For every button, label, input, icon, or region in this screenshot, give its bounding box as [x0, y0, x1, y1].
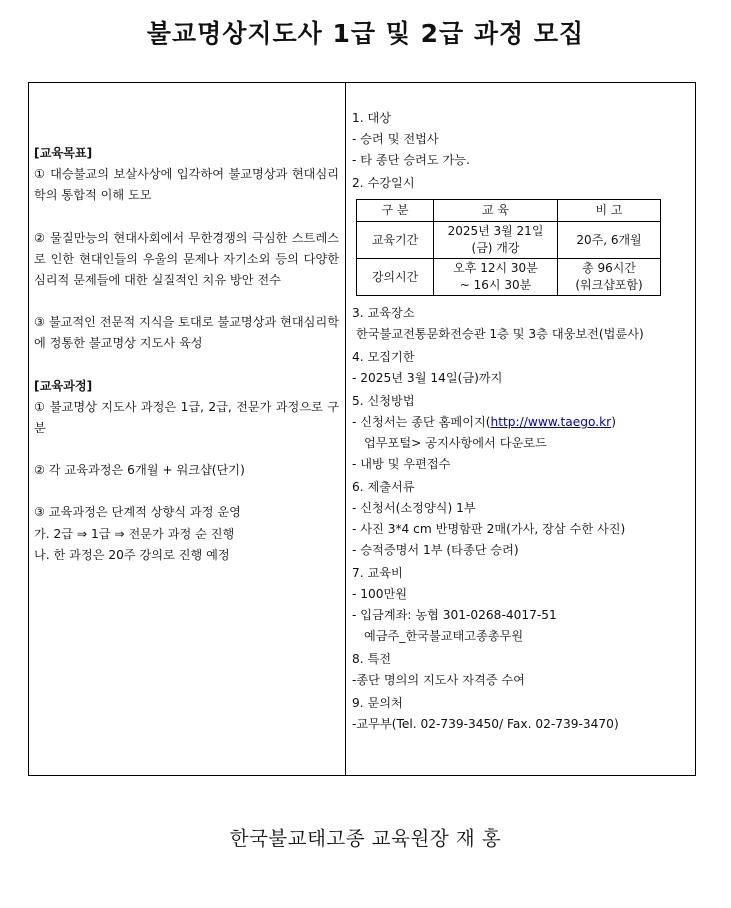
section-title: 4. 모집기한 — [352, 350, 415, 364]
cell-line: 오후 12시 30분 — [453, 261, 538, 275]
list-item: - 100만원 — [352, 587, 408, 601]
schedule-table — [356, 199, 661, 296]
section-title: 8. 특전 — [352, 652, 392, 666]
section-application — [352, 391, 692, 475]
cell-line: 총 96시간 — [582, 261, 636, 275]
section-target — [352, 108, 692, 171]
section-title: 6. 제출서류 — [352, 480, 415, 494]
list-item: 업무포털> 공지사항에서 다운로드 — [364, 436, 547, 450]
section-title: 7. 교육비 — [352, 566, 403, 580]
table-header: 비 고 — [558, 200, 661, 222]
table-row — [357, 259, 661, 296]
table-cell: 20주, 6개월 — [558, 222, 661, 259]
section-documents — [352, 477, 692, 561]
table-header-row — [357, 200, 661, 222]
section-deadline — [352, 347, 692, 389]
section-title: 3. 교육장소 — [352, 306, 415, 320]
section-location — [352, 303, 692, 345]
section-fee — [352, 563, 692, 647]
page-title: 불교명상지도사 1급 및 2급 과정 모집 — [146, 19, 585, 48]
section-title: 1. 대상 — [352, 111, 392, 125]
section-benefit — [352, 649, 692, 691]
goals-heading: [교육목표] — [34, 146, 93, 160]
table-header: 교 육 — [434, 200, 558, 222]
list-item: - 신청서(소정양식) 1부 — [352, 501, 476, 515]
goal-2: ② 물질만능의 현대사회에서 무한경쟁의 극심한 스트레스로 인한 현대인들의 우울의 문제나 자기소외 등의 다양한 심리적 문제들에 대한 실질적인 치유 방안 전수 — [34, 230, 339, 288]
column-divider — [345, 82, 346, 776]
cell-line: (금) 개강 — [471, 241, 520, 255]
table-cell — [434, 259, 558, 296]
list-item: - 승려 및 전법사 — [352, 132, 439, 146]
section-schedule — [352, 173, 692, 296]
list-item: 예금주_한국불교태고종총무원 — [364, 629, 524, 643]
goal-1: ① 대승불교의 보살사상에 입각하여 불교명상과 현대심리학의 통합적 이해 도모 — [34, 167, 339, 203]
section-contact — [352, 693, 692, 735]
list-item: - 2025년 3월 14일(금)까지 — [352, 371, 503, 385]
table-cell: 교육기간 — [357, 222, 434, 259]
list-item — [352, 412, 692, 433]
list-item: - 내방 및 우편접수 — [352, 457, 451, 471]
course-3b: 나. 한 과정은 20주 강의로 진행 예정 — [34, 547, 230, 562]
text: - 신청서는 종단 홈페이지( — [352, 415, 491, 429]
goal-3: ③ 불교적인 전문적 지식을 토대로 불교명상과 현대심리학에 정통한 불교명상 지도사 육성 — [34, 315, 339, 351]
list-item: 한국불교전통문화전승관 1층 및 3층 대웅보전(법륜사) — [356, 327, 644, 341]
homepage-link[interactable]: http://www.taego.kr — [490, 415, 612, 429]
list-item: - 입금계좌: 농협 301-0268-4017-51 — [352, 608, 557, 622]
text: ) — [611, 415, 616, 429]
section-title: 9. 문의처 — [352, 696, 403, 710]
list-item: -교무부(Tel. 02-739-3450/ Fax. 02-739-3470) — [352, 717, 619, 731]
right-column — [352, 108, 692, 735]
course-2: ② 각 교육과정은 6개월 + 워크샵(단기) — [34, 463, 245, 478]
footer-signature: 한국불교태고종 교육원장 재 홍 — [229, 827, 502, 850]
cell-line: (워크샵포함) — [575, 278, 643, 292]
list-item: -종단 명의의 지도사 자격증 수여 — [352, 673, 525, 687]
course-1: ① 불교명상 지도사 과정은 1급, 2급, 전문가 과정으로 구분 — [34, 399, 339, 436]
table-row — [357, 222, 661, 259]
table-header: 구 분 — [357, 200, 434, 222]
left-column — [34, 143, 339, 566]
cell-line: 2025년 3월 21일 — [447, 224, 544, 238]
section-title: 5. 신청방법 — [352, 394, 415, 408]
list-item: - 타 종단 승려도 가능. — [352, 153, 470, 167]
list-item: - 사진 3*4 cm 반명함판 2매(가사, 장삼 수한 사진) — [352, 522, 626, 536]
cell-line: ~ 16시 30분 — [459, 278, 532, 292]
table-cell — [434, 222, 558, 259]
course-3a: 가. 2급 ⇒ 1급 ⇒ 전문가 과정 순 진행 — [34, 526, 235, 541]
section-title: 2. 수강일시 — [352, 176, 415, 190]
list-item: - 승적증명서 1부 (타종단 승려) — [352, 543, 519, 557]
table-cell — [558, 259, 661, 296]
table-cell: 강의시간 — [357, 259, 434, 296]
course-3: ③ 교육과정은 단계적 상향식 과정 운영 — [34, 505, 241, 520]
course-heading: [교육과정] — [34, 378, 93, 393]
